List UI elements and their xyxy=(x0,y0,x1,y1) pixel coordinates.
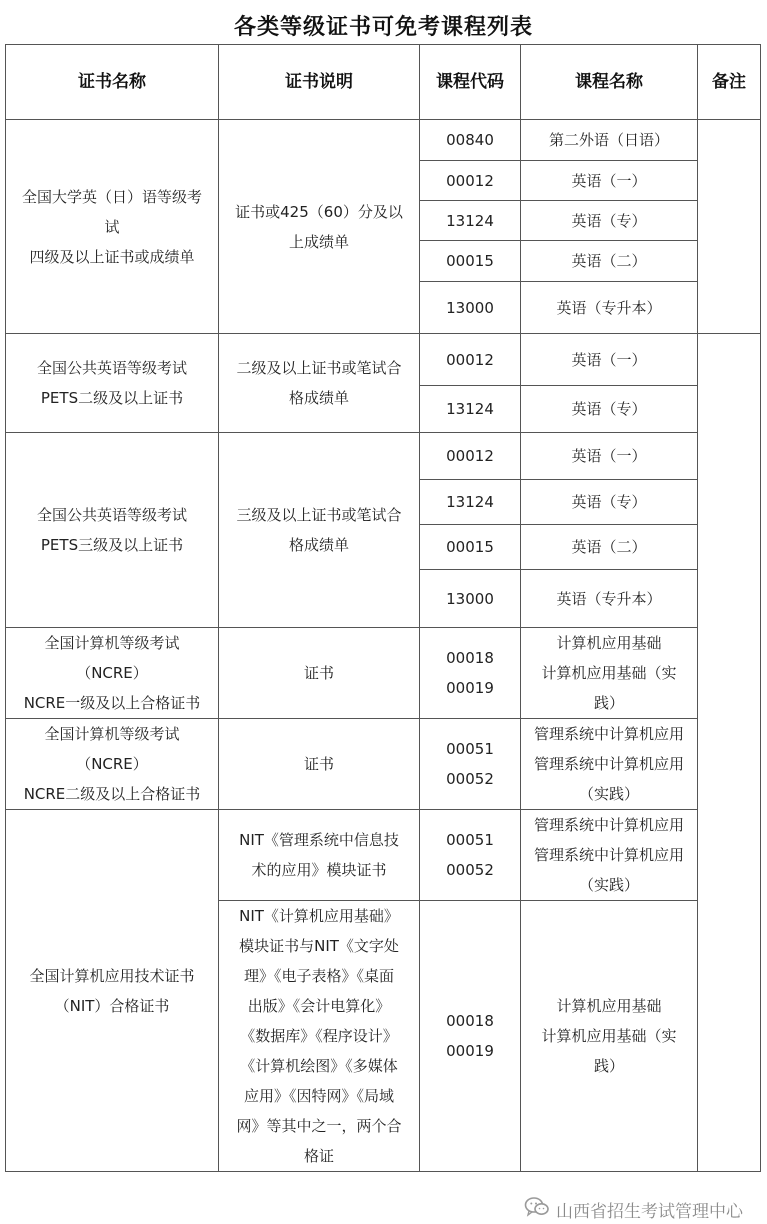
cert-name-cell: 全国计算机等级考试 （NCRE） NCRE一级及以上合格证书 xyxy=(6,628,219,719)
page-title: 各类等级证书可免考课程列表 xyxy=(233,15,533,40)
course-name-cell: 管理系统中计算机应用 管理系统中计算机应用 （实践） xyxy=(521,810,698,901)
table-row xyxy=(6,334,761,386)
header-remark: 备注 xyxy=(698,45,761,120)
wechat-icon xyxy=(524,1196,550,1223)
header-course-code: 课程代码 xyxy=(420,45,521,120)
course-code-cell: 00018 00019 xyxy=(420,628,521,719)
course-name-cell: 英语（专） xyxy=(521,386,698,433)
course-name-cell: 英语（二） xyxy=(521,525,698,570)
course-name-cell: 英语（二） xyxy=(521,241,698,282)
cert-desc-cell: 证书或425（60）分及以 上成绩单 xyxy=(219,120,420,334)
course-code-cell: 00012 xyxy=(420,433,521,480)
cert-name-cell: 全国大学英（日）语等级考 试 四级及以上证书或成绩单 xyxy=(6,120,219,334)
course-name-cell: 第二外语（日语） xyxy=(521,120,698,161)
cert-name-cell: 全国公共英语等级考试 PETS三级及以上证书 xyxy=(6,433,219,628)
table-row xyxy=(6,810,761,901)
cert-desc-cell: 证书 xyxy=(219,719,420,810)
cert-desc-cell: 三级及以上证书或笔试合 格成绩单 xyxy=(219,433,420,628)
cert-desc-cell: NIT《管理系统中信息技 术的应用》模块证书 xyxy=(219,810,420,901)
course-code-cell: 00018 00019 xyxy=(420,901,521,1172)
course-name-cell: 计算机应用基础 计算机应用基础（实 践） xyxy=(521,628,698,719)
table-row xyxy=(6,628,761,719)
course-code-cell: 00015 xyxy=(420,241,521,282)
course-name-cell: 计算机应用基础 计算机应用基础（实 践） xyxy=(521,901,698,1172)
cert-name-cell: 全国计算机等级考试 （NCRE） NCRE二级及以上合格证书 xyxy=(6,719,219,810)
course-name-cell: 英语（一） xyxy=(521,334,698,386)
course-code-cell: 13124 xyxy=(420,480,521,525)
watermark-footer xyxy=(524,1196,743,1223)
course-name-cell: 英语（专升本） xyxy=(521,282,698,334)
course-code-cell: 13124 xyxy=(420,201,521,241)
course-name-cell: 英语（专） xyxy=(521,201,698,241)
cert-name-cell: 全国公共英语等级考试 PETS二级及以上证书 xyxy=(6,334,219,433)
footer-text: 山西省招生考试管理中心 xyxy=(556,1202,743,1222)
table-row xyxy=(6,433,761,480)
table-row xyxy=(6,120,761,161)
course-code-cell: 00051 00052 xyxy=(420,810,521,901)
exemption-table xyxy=(5,44,761,1172)
remark-cell xyxy=(698,334,761,1172)
course-code-cell: 00840 xyxy=(420,120,521,161)
course-name-cell: 管理系统中计算机应用 管理系统中计算机应用 （实践） xyxy=(521,719,698,810)
cert-desc-cell: 二级及以上证书或笔试合 格成绩单 xyxy=(219,334,420,433)
cert-name-cell: 全国计算机应用技术证书 （NIT）合格证书 xyxy=(6,810,219,1172)
course-name-cell: 英语（专升本） xyxy=(521,570,698,628)
course-code-cell: 00051 00052 xyxy=(420,719,521,810)
header-cert-name: 证书名称 xyxy=(6,45,219,120)
header-row xyxy=(6,45,761,120)
table-row xyxy=(6,719,761,810)
header-cert-desc: 证书说明 xyxy=(219,45,420,120)
cert-desc-cell: 证书 xyxy=(219,628,420,719)
course-code-cell: 13124 xyxy=(420,386,521,433)
course-code-cell: 00012 xyxy=(420,334,521,386)
course-code-cell: 13000 xyxy=(420,282,521,334)
course-name-cell: 英语（专） xyxy=(521,480,698,525)
course-code-cell: 00015 xyxy=(420,525,521,570)
course-name-cell: 英语（一） xyxy=(521,161,698,201)
header-course-name: 课程名称 xyxy=(521,45,698,120)
course-name-cell: 英语（一） xyxy=(521,433,698,480)
remark-cell xyxy=(698,120,761,334)
course-code-cell: 00012 xyxy=(420,161,521,201)
course-code-cell: 13000 xyxy=(420,570,521,628)
cert-desc-cell: NIT《计算机应用基础》 模块证书与NIT《文字处 理》《电子表格》《桌面 出版》《会计电算化》 《数据库》《程序设计》 《计算机绘图》《多媒体 应用》《因特网》《局域 网》等其中之一，两个合 格证 xyxy=(219,901,420,1172)
